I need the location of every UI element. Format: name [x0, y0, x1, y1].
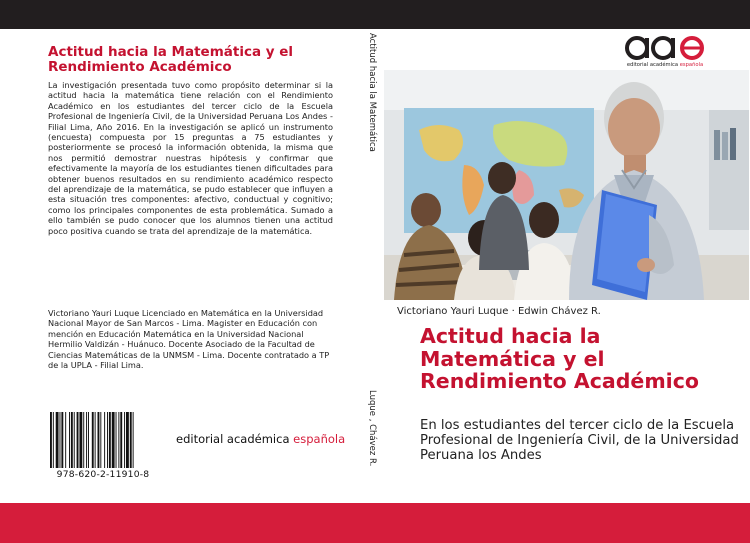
bottom-band: [0, 503, 750, 543]
spine-authors: Luque , Chávez R.: [367, 390, 377, 467]
logo-caption-main: editorial académica: [626, 62, 679, 68]
eae-logo-icon: [624, 35, 710, 61]
classroom-teacher-photo-icon: [384, 70, 749, 300]
front-cover-title: Actitud hacia la Matemática y el Rendimiento Académico: [420, 324, 699, 393]
back-cover-title: Actitud hacia la Matemática y el Rendimiento Académico: [48, 44, 294, 75]
publisher-name: [176, 432, 345, 446]
author-bio: Victoriano Yauri Luque Licenciado en Matemática en la Universidad Nacional Mayor de San Marcos - Lima. Magister en Educación con mención en Educación Matemática en la Universidad Nacional Hermilio Valdizán - Huánuco. Docente Asociado de la Facultad de Ciencias Matemáticas de la UNMSM - Lima. Docente contratado a TP de la UPLA - Filial Lima.: [48, 308, 330, 371]
cover-photo: [384, 70, 749, 300]
front-cover-authors: Victoriano Yauri Luque · Edwin Chávez R.: [397, 306, 601, 317]
publisher-name-accent: española: [293, 432, 346, 446]
barcode-block: [48, 412, 158, 480]
front-cover-subtitle: En los estudiantes del tercer ciclo de la Escuela Profesional de Ingeniería Civil, de la Universidad Peruana los Andes: [420, 418, 739, 463]
logo-caption-accent: española: [679, 62, 704, 68]
isbn-barcode-icon: [48, 412, 158, 468]
logo-caption: [622, 62, 708, 68]
isbn-number: 978-620-2-11910-8: [56, 469, 150, 480]
spine-title: Actitud hacia la Matemática: [367, 33, 377, 152]
back-cover-abstract: La investigación presentada tuvo como propósito determinar si la actitud hacia la matemática tiene relación con el Rendimiento Académico en los estudiantes del tercer ciclo de la Escuela Profesional de Ingeniería Civil, de la Universidad Peruana Los Andes - Filial Lima, Año 2016. En la investigación se aplicó un instrumento (encuesta) compuesta por 15 preguntas a 75 estudiantes y posteriormente se procesó la información obtenida, la misma que nos permitió demostrar nuestras hipótesis y confirmar que efectivamente la mayoría de los estudiantes tienen dificultades para obtener buenos resultados en su rendimiento académico respecto del aprendizaje de la matemática, se pudo establecer que influyen a esta situación tres componentes: afectivo, conductual y cognitivo; como los principales componentes de esta problemática. Sumado a ello también se pudo conocer que los alumnos tienen una actitud poco positiva cuando se trata del aprendizaje de la matemática.: [48, 80, 333, 236]
publisher-logo: [622, 35, 708, 68]
top-band: [0, 0, 750, 29]
publisher-name-main: editorial académica: [176, 432, 290, 446]
